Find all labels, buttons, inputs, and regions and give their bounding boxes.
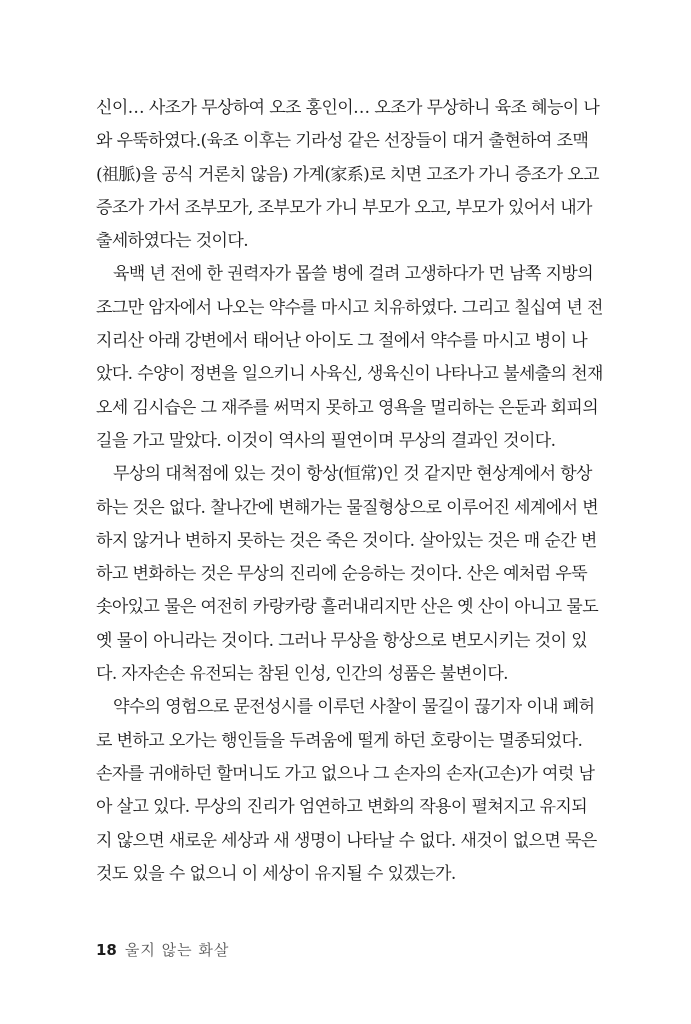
text-line: 로 변하고 오가는 행인들을 두려움에 떨게 하던 호랑이는 멸종되었다. (96, 730, 583, 751)
paragraph (96, 92, 600, 258)
text-line: 지리산 아래 강변에서 태어난 아이도 그 절에서 약수를 마시고 병이 나 (96, 331, 588, 352)
page-number: 18 (96, 941, 117, 959)
text-line: 았다. 수양이 정변을 일으키니 사육신, 생육신이 나타나고 불세출의 천재 (96, 364, 603, 385)
text-line: 오세 김시습은 그 재주를 써먹지 못하고 영욕을 멀리하는 은둔과 회피의 (96, 397, 599, 418)
text-line: 다. 자자손손 유전되는 참된 인성, 인간의 성품은 불변이다. (96, 664, 508, 685)
paragraph (96, 458, 599, 691)
page-footer (96, 940, 229, 960)
text-line: 와 우뚝하였다.(육조 이후는 기라성 같은 선장들이 대거 출현하여 조맥 (96, 131, 589, 152)
text-line: 신이… 사조가 무상하여 오조 홍인이… 오조가 무상하니 육조 혜능이 나 (96, 98, 600, 118)
text-line: 지 않으면 새로운 세상과 새 생명이 나타날 수 없다. 새것이 없으면 묵은 (96, 830, 597, 851)
text-line: 것도 있을 수 없으니 이 세상이 유지될 수 있겠는가. (96, 863, 456, 884)
text-line: 길을 가고 말았다. 이것이 역사의 필연이며 무상의 결과인 것이다. (96, 430, 556, 451)
text-line: 옛 물이 아니라는 것이다. 그러나 무상을 항상으로 변모시키는 것이 있 (96, 630, 588, 651)
paragraph (96, 691, 597, 891)
text-line: 육백 년 전에 한 권력자가 몹쓸 병에 걸려 고생하다가 먼 남쪽 지방의 (113, 264, 594, 285)
text-line: 약수의 영험으로 문전성시를 이루던 사찰이 물길이 끊기자 이내 폐허 (113, 697, 595, 718)
text-line: 무상의 대척점에 있는 것이 항상(恒常)인 것 같지만 현상계에서 항상 (113, 464, 592, 485)
text-line: 아 살고 있다. 무상의 진리가 엄연하고 변화의 작용이 펼쳐지고 유지되 (96, 797, 588, 818)
text-line: 손자를 귀애하던 할머니도 가고 없으나 그 손자의 손자(고손)가 여럿 남 (96, 763, 595, 784)
text-line: 하는 것은 없다. 찰나간에 변해가는 물질형상으로 이루어진 세계에서 변 (96, 497, 599, 518)
text-line: 증조가 가서 조부모가, 조부모가 가니 부모가 오고, 부모가 있어서 내가 (96, 197, 592, 218)
text-line: 조그만 암자에서 나오는 약수를 마시고 치유하였다. 그리고 칠십여 년 전 (96, 297, 603, 318)
book-title: 울지 않는 화살 (124, 941, 230, 959)
text-line: 하고 변화하는 것은 무상의 진리에 순응하는 것이다. 산은 예처럼 우뚝 (96, 564, 588, 585)
body-text (96, 92, 603, 891)
text-line: 출세하였다는 것이다. (96, 231, 249, 252)
text-line: 솟아있고 물은 여전히 카랑카랑 흘러내리지만 산은 옛 산이 아니고 물도 (96, 597, 599, 618)
text-line: 하지 않거나 변하지 못하는 것은 죽은 것이다. 살아있는 것은 매 순간 변 (96, 530, 597, 551)
paragraph (96, 258, 603, 458)
text-line: (祖脈)을 공식 거론치 않음) 가계(家系)로 치면 고조가 가니 증조가 오고 (96, 164, 599, 185)
